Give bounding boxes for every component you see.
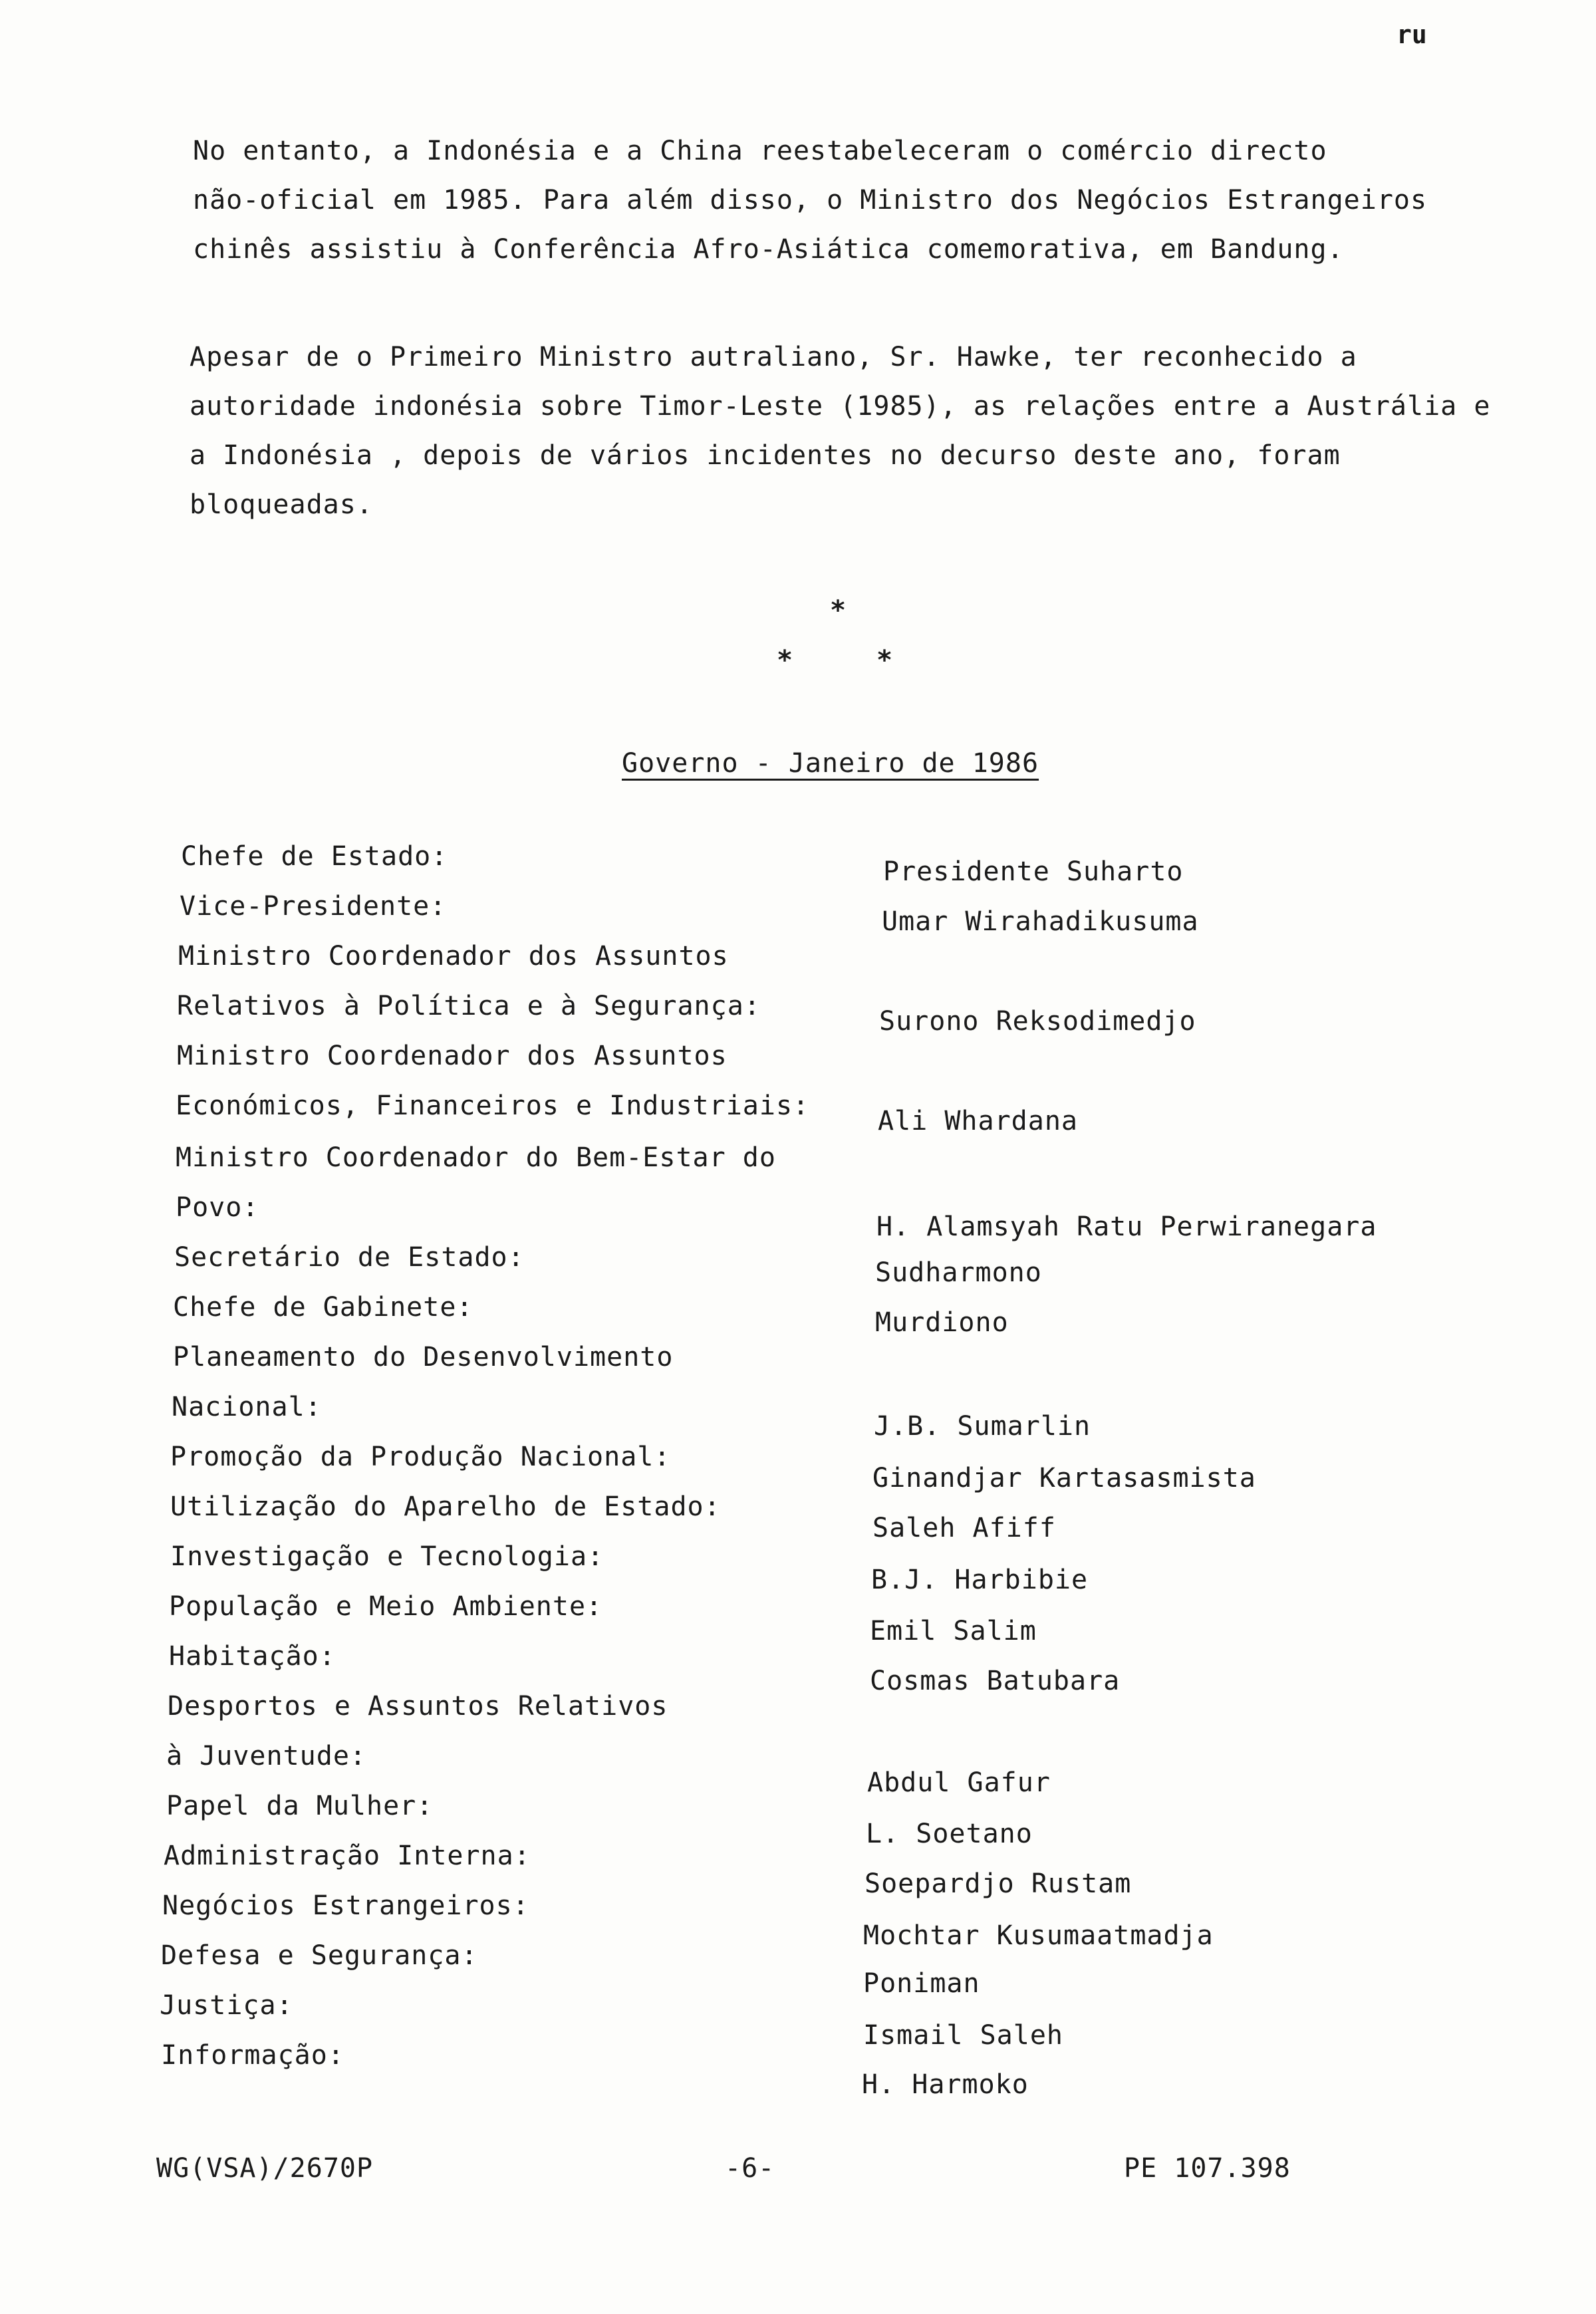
document-reference: WG(VSA)/2670P [156, 2153, 374, 2184]
office-holder: Ismail Saleh [863, 2020, 1063, 2051]
office-holder: Sudharmono [875, 1257, 1042, 1288]
role-label: Vice-Presidente: [180, 891, 447, 922]
role-label: Utilização do Aparelho de Estado: [170, 1491, 721, 1522]
office-holder: Murdiono [875, 1307, 1009, 1338]
role-label: Chefe de Gabinete: [173, 1292, 473, 1323]
role-label: Desportos e Assuntos Relativos [168, 1691, 668, 1722]
page-number: -6- [725, 2153, 775, 2184]
role-label: Económicos, Financeiros e Industriais: [176, 1091, 810, 1121]
role-label: Ministro Coordenador do Bem-Estar do [176, 1142, 776, 1173]
separator-star: * [876, 645, 893, 676]
paragraph-line: bloqueadas. [190, 489, 373, 520]
office-holder: H. Harmoko [862, 2069, 1029, 2100]
paragraph-line: No entanto, a Indonésia e a China reestabeleceram o comércio directo [193, 136, 1327, 166]
role-label: População e Meio Ambiente: [169, 1591, 603, 1622]
office-holder: Ginandjar Kartasasmista [872, 1463, 1256, 1493]
role-label: à Juventude: [166, 1741, 366, 1771]
role-label: Justiça: [160, 1990, 293, 2021]
role-label: Defesa e Segurança: [161, 1940, 478, 1971]
paragraph-line: não-oficial em 1985. Para além disso, o Ministro dos Negócios Estrangeiros [193, 185, 1428, 215]
office-holder: Presidente Suharto [883, 856, 1184, 887]
role-label: Habitação: [169, 1641, 336, 1672]
paragraph-line: autoridade indonésia sobre Timor-Leste (1985), as relações entre a Austrália e [190, 391, 1491, 422]
role-label: Administração Interna: [164, 1841, 531, 1871]
role-label: Investigação e Tecnologia: [170, 1541, 604, 1572]
section-title: Governo - Janeiro de 1986 [622, 748, 1039, 779]
office-holder: J.B. Sumarlin [874, 1411, 1091, 1442]
office-holder: H. Alamsyah Ratu Perwiranegara [876, 1212, 1377, 1242]
role-label: Papel da Mulher: [166, 1791, 434, 1821]
separator-star: * [777, 645, 793, 676]
role-label: Relativos à Política e à Segurança: [177, 991, 761, 1021]
role-label: Informação: [161, 2040, 344, 2071]
role-label: Negócios Estrangeiros: [162, 1890, 529, 1921]
pe-number: PE 107.398 [1124, 2153, 1291, 2184]
office-holder: Mochtar Kusumaatmadja [863, 1920, 1214, 1951]
corner-annotation: ru [1396, 20, 1427, 49]
role-label: Nacional: [172, 1392, 322, 1422]
office-holder: Saleh Afiff [872, 1513, 1056, 1543]
paragraph-line: chinês assistiu à Conferência Afro-Asiática comemorativa, em Bandung. [193, 234, 1344, 265]
office-holder: B.J. Harbibie [871, 1565, 1089, 1595]
paragraph-line: Apesar de o Primeiro Ministro autraliano, Sr. Hawke, ter reconhecido a [190, 342, 1357, 372]
role-label: Chefe de Estado: [181, 841, 448, 872]
role-label: Ministro Coordenador dos Assuntos [177, 1041, 728, 1071]
office-holder: Abdul Gafur [867, 1767, 1051, 1798]
paragraph-line: a Indonésia , depois de vários incidentes no decurso deste ano, foram [190, 440, 1341, 471]
role-label: Povo: [176, 1192, 259, 1223]
role-label: Promoção da Produção Nacional: [170, 1442, 671, 1472]
office-holder: Umar Wirahadikusuma [882, 906, 1199, 937]
office-holder: Surono Reksodimedjo [879, 1006, 1196, 1037]
role-label: Planeamento do Desenvolvimento [173, 1342, 674, 1372]
separator-star: * [830, 595, 847, 626]
office-holder: Emil Salim [870, 1616, 1037, 1646]
role-label: Ministro Coordenador dos Assuntos [178, 941, 729, 971]
office-holder: L. Soetano [866, 1819, 1033, 1849]
office-holder: Cosmas Batubara [870, 1666, 1121, 1696]
office-holder: Ali Whardana [878, 1106, 1078, 1136]
office-holder: Poniman [863, 1968, 980, 1999]
role-label: Secretário de Estado: [174, 1242, 525, 1273]
office-holder: Soepardjo Rustam [864, 1868, 1132, 1899]
